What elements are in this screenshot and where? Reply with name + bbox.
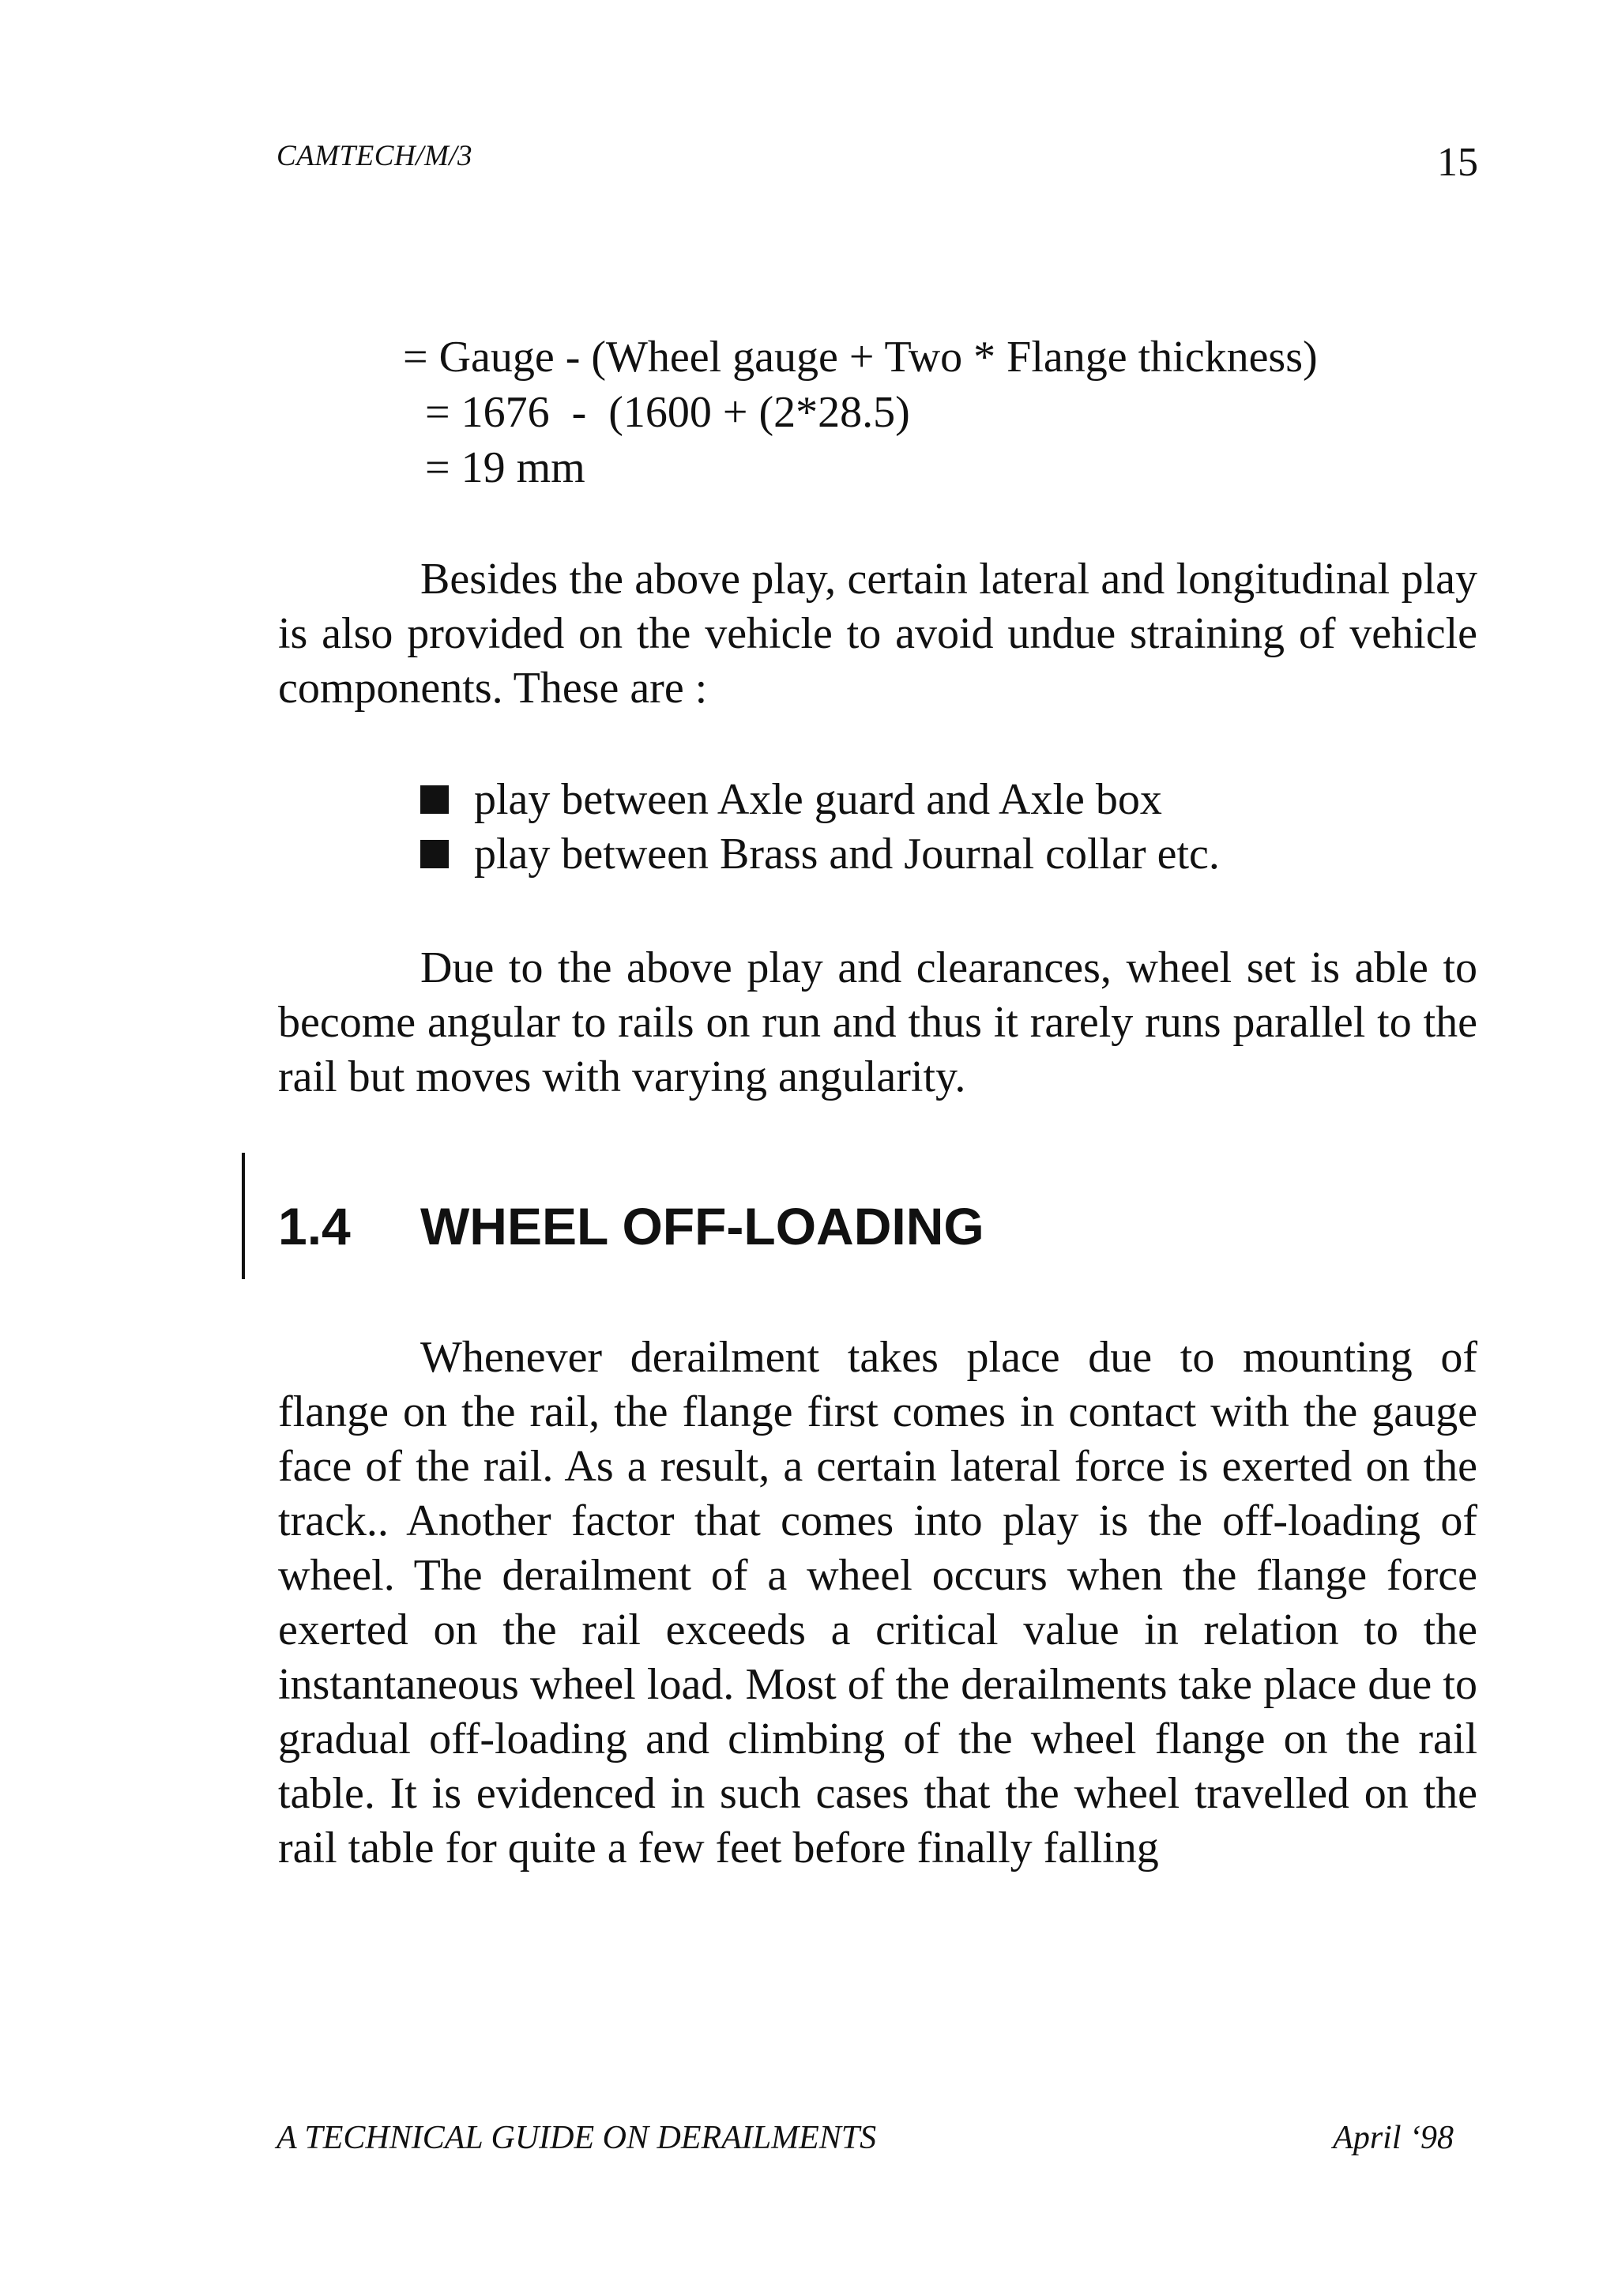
formula-line-1: = Gauge - (Wheel gauge + Two * Flange thickness): [403, 333, 1318, 382]
paragraph-offloading: Whenever derailment takes place due to mounting of flange on the rail, the flange first comes in contact with the gauge face of the rail. As a result, a certain lateral force is exerted on the track.. Another factor that comes into play is the off-loading of wheel. The derailment of a wheel occurs when the flange force exerted on the rail exceeds a critical value in relation to the instantaneous wheel load. Most of the derailments take place due to gradual off-loading and climbing of the wheel flange on the rail table. It is evidenced in such cases that the wheel travelled on the rail table for quite a few feet before finally falling: [278, 1333, 1477, 1873]
square-bullet-icon: [420, 785, 449, 814]
section-heading: WHEEL OFF-LOADING: [420, 1197, 984, 1255]
play-list: [420, 773, 1220, 882]
section-number: 1.4: [278, 1197, 351, 1255]
formula-line-2: = 1676 - (1600 + (2*28.5): [425, 388, 910, 437]
paragraph-angularity: Due to the above play and clearances, wheel set is able to become angular to rails on run and thus it rarely runs parallel to the rail but moves with varying angularity.: [278, 943, 1477, 1101]
list-item: [420, 773, 1220, 827]
square-bullet-icon: [420, 840, 449, 868]
formula-line-3: = 19 mm: [425, 443, 585, 492]
revision-bar: [242, 1153, 245, 1279]
running-header-doc-code: CAMTECH/M/3: [277, 140, 473, 172]
list-item-text: play between Axle guard and Axle box: [474, 775, 1162, 824]
page-number: 15: [1437, 140, 1478, 185]
running-footer-date: April ‘98: [1333, 2120, 1454, 2156]
paragraph-play-intro: Besides the above play, certain lateral and longitudinal play is also provided on the vehicle to avoid undue straining of vehicle components. These are :: [278, 555, 1477, 713]
list-item: [420, 827, 1220, 882]
running-footer-title: A TECHNICAL GUIDE ON DERAILMENTS: [277, 2120, 877, 2156]
list-item-text: play between Brass and Journal collar etc.: [474, 830, 1220, 879]
